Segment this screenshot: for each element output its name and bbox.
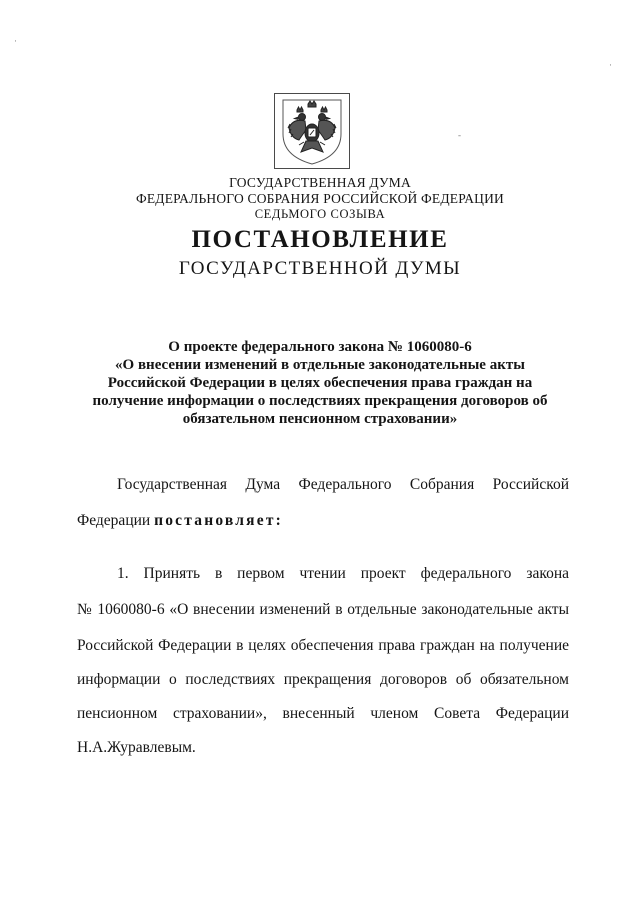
double-headed-eagle-icon [275, 94, 349, 168]
preamble-line: Государственная Дума Федерального Собрания Российской [117, 476, 569, 493]
convocation-header-line: СЕДЬМОГО СОЗЫВА [254, 207, 386, 221]
duma-header-line: ГОСУДАРСТВЕННАЯ ДУМА [229, 175, 411, 190]
resolves-word: постановляет: [154, 512, 283, 529]
bill-title-line: обязательном пенсионном страховании» [182, 411, 458, 427]
bill-title-line: «О внесении изменений в отдельные законодательные акты [115, 357, 525, 373]
bill-title-line: О проекте федерального закона № 1060080-6 [168, 339, 472, 355]
coat-of-arms-emblem [274, 93, 350, 169]
scan-speck: · [14, 36, 17, 46]
bill-title-line: получение информации о последствиях прекращения договоров об [92, 393, 548, 409]
bill-title [60, 338, 580, 428]
paragraph-line: Н.А.Журавлевым. [77, 739, 196, 756]
paragraph-line: № 1060080-6 «О внесении изменений в отдельные законодательные акты [77, 601, 569, 618]
paragraph-line: Российской Федерации в целях обеспечения права граждан на получение [77, 637, 569, 654]
paragraph-line: информации о последствиях прекращения договоров об обязательном [77, 671, 569, 688]
bill-title-line: Российской Федерации в целях обеспечения права граждан на [107, 375, 533, 391]
preamble-line [77, 512, 569, 530]
preamble-subject: Федерации [77, 512, 151, 529]
decree-title: ПОСТАНОВЛЕНИЕ [191, 226, 449, 253]
scan-speck: - [458, 130, 461, 140]
scan-speck: · [609, 60, 612, 70]
paragraph-line: пенсионном страховании», внесенный членом Совета Федерации [77, 705, 569, 722]
paragraph-line: 1. Принять в первом чтении проект федерального закона [117, 565, 569, 582]
federal-assembly-header-line: ФЕДЕРАЛЬНОГО СОБРАНИЯ РОССИЙСКОЙ ФЕДЕРАЦИИ [136, 191, 504, 206]
decree-subtitle: ГОСУДАРСТВЕННОЙ ДУМЫ [178, 258, 462, 279]
